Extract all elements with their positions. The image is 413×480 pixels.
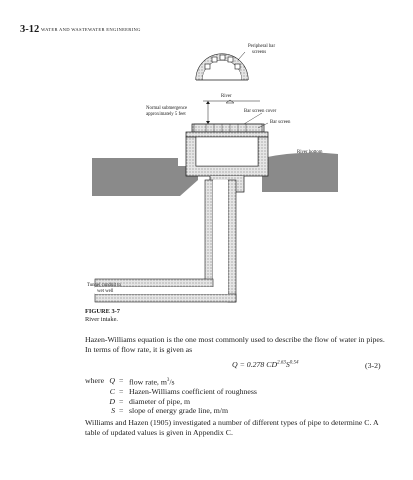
definition-symbol: C: [109, 387, 115, 397]
definition-row: [85, 376, 257, 387]
definition-equals: =: [119, 406, 124, 416]
equation-exp-s: 0.54: [289, 360, 299, 366]
definition-equals: =: [119, 396, 124, 406]
equation-s: S: [285, 360, 290, 369]
definition-text: slope of energy grade line, m/m: [129, 406, 229, 416]
label-river: River: [221, 94, 232, 99]
definition-row: [85, 387, 257, 397]
definition-symbol: D: [109, 396, 115, 406]
figure-caption: River intake.: [85, 316, 119, 323]
label-tunnel-conduit-2: wet well: [97, 289, 114, 294]
label-peripheral-bar-screens-2: screens: [252, 50, 267, 55]
plan-view-screens: [196, 52, 248, 80]
running-title: WATER AND WASTEWATER ENGINEERING: [41, 27, 141, 32]
closing-paragraph: Williams and Hazen (1905) investigated a number of different types of pipe to determine C. A table of updated values is given in Appendix C.: [85, 418, 379, 437]
variable-definitions: [85, 376, 257, 416]
definition-text: Hazen-Williams coefficient of roughness: [129, 387, 257, 397]
intro-paragraph: Hazen-Williams equation is the one most commonly used to describe the flow of water in pipes. In terms of flow rate, it is given as: [85, 335, 385, 354]
label-normal-submergence-1: Normal submergence: [146, 106, 188, 111]
label-river-bottom: River bottom: [297, 150, 323, 155]
definition-text: flow rate, $m^3/s$: [129, 377, 175, 387]
definition-symbol: Q: [109, 376, 115, 385]
label-bar-screen: Bar screen: [270, 120, 291, 125]
figure-number: FIGURE 3-7: [85, 308, 120, 315]
definition-equals: =: [119, 376, 124, 385]
hazen-williams-equation: [232, 360, 299, 369]
label-bar-screen-cover: Bar screen cover: [244, 109, 277, 114]
definition-row: [85, 397, 257, 407]
definition-text: diameter of pipe, m: [129, 396, 191, 406]
page-number: 3-12: [20, 24, 40, 35]
definition-row: [85, 406, 257, 416]
equation-exp-d: 2.63: [277, 360, 286, 366]
equation-lhs: Q = 0.278 CD: [232, 360, 278, 369]
definition-symbol: S: [111, 406, 115, 416]
label-tunnel-conduit-1: Tunnel conduit to: [87, 283, 121, 288]
label-normal-submergence-2: approximately 5 feet: [146, 112, 186, 117]
label-peripheral-bar-screens-1: Peripheral bar: [248, 44, 276, 49]
definition-equals: =: [119, 387, 124, 397]
equation-number: (3-2): [365, 361, 381, 370]
where-word: where: [85, 376, 105, 385]
